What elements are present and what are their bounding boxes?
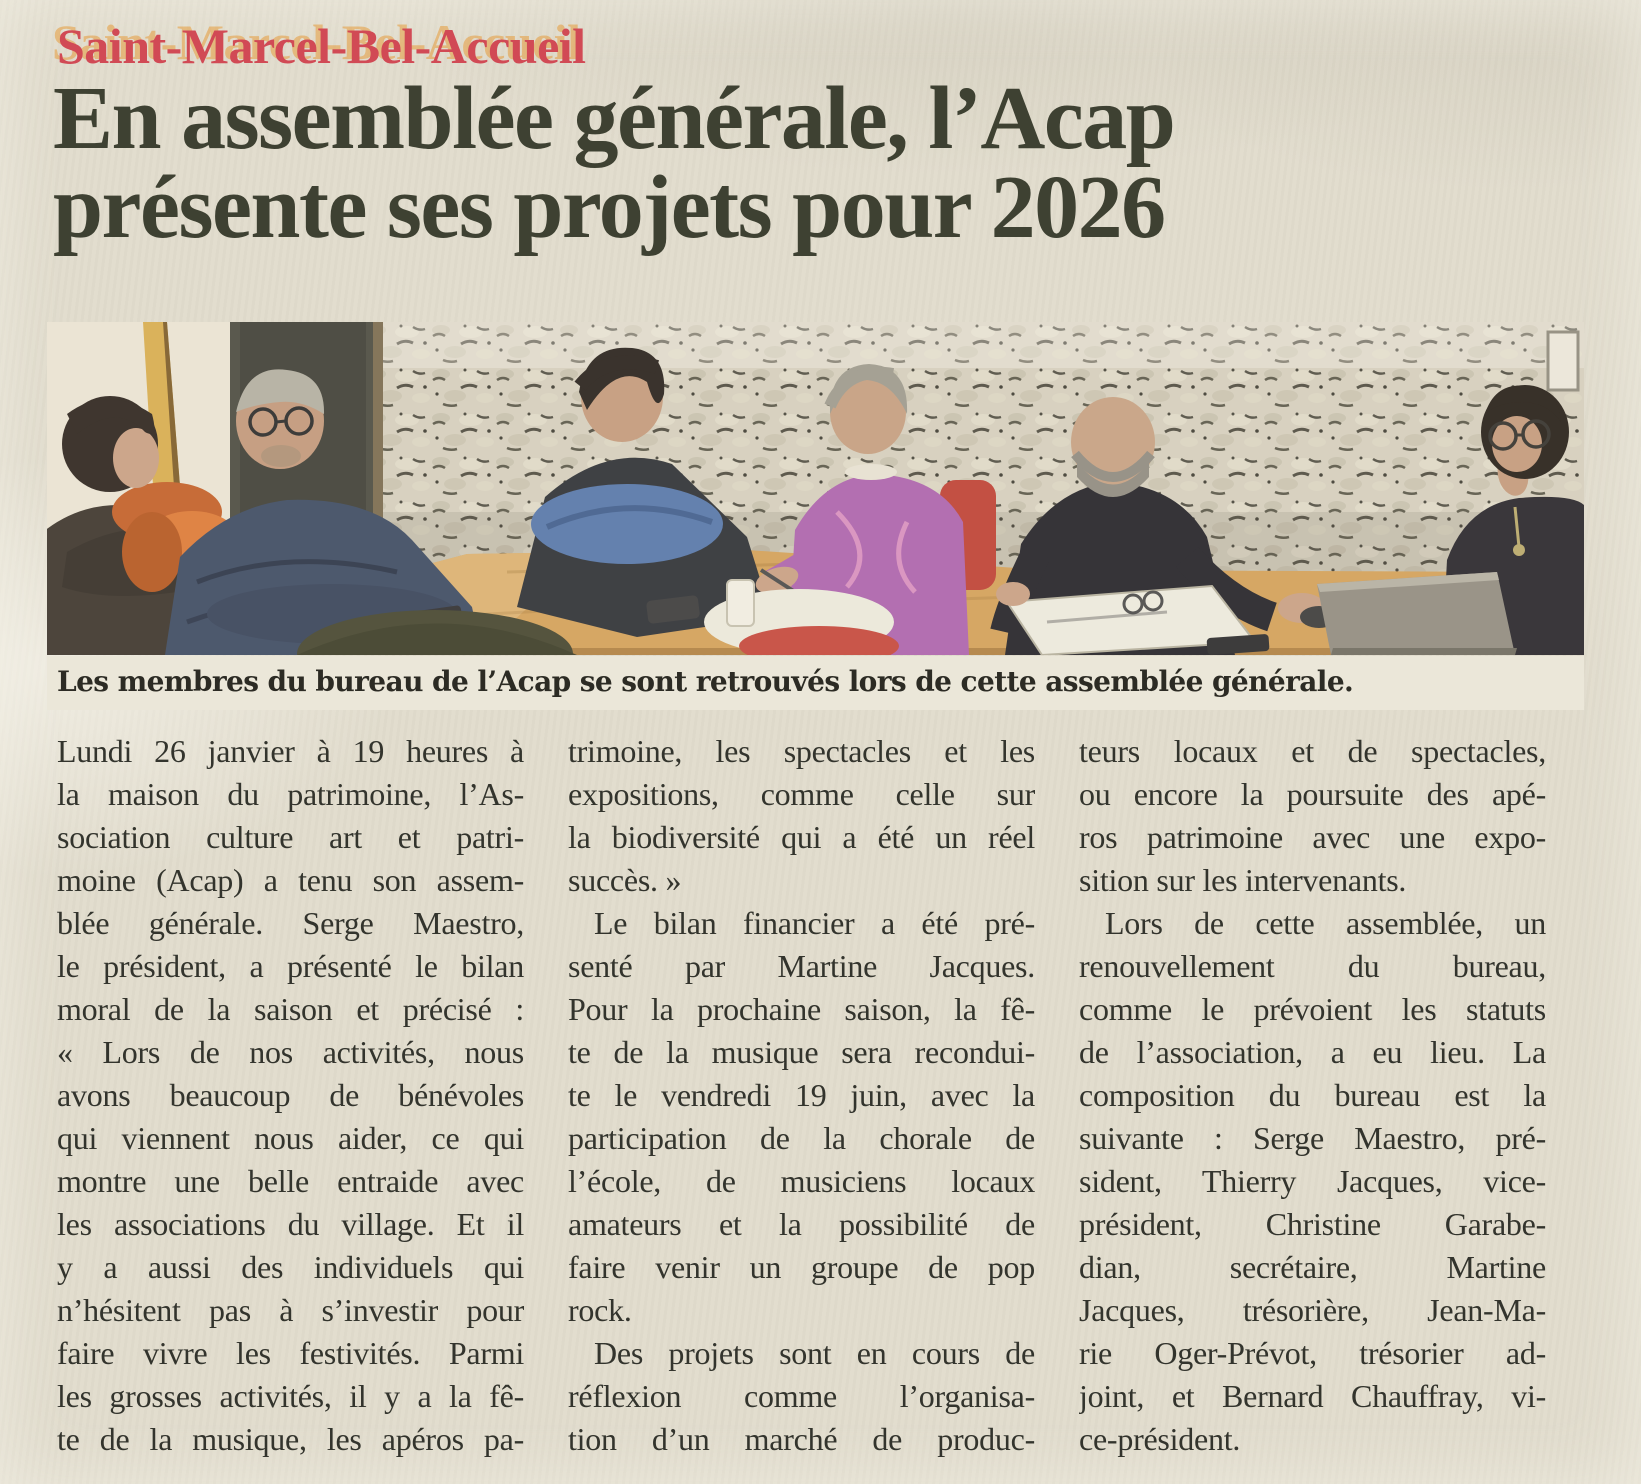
body-text-line: comme le prévoient les statuts <box>1079 991 1546 1027</box>
body-text-line: te de la musique, les apéros pa- <box>57 1421 524 1457</box>
body-text-line: les grosses activités, il y a la fê- <box>57 1378 524 1414</box>
body-text-line: montre une belle entraide avec <box>57 1163 524 1199</box>
body-text-line: blée générale. Serge Maestro, <box>57 905 524 941</box>
body-text-line: n’hésitent pas à s’investir pour <box>57 1292 524 1328</box>
body-text-line: te le vendredi 19 juin, avec la <box>568 1077 1035 1113</box>
body-text-line: qui viennent nous aider, ce qui <box>57 1120 524 1156</box>
body-text-line: faire vivre les festivités. Parmi <box>57 1335 524 1371</box>
body-text-line: sident, Thierry Jacques, vice- <box>1079 1163 1546 1199</box>
body-text-line: te de la musique sera recondui- <box>568 1034 1035 1070</box>
body-text-line: les associations du village. Et il <box>57 1206 524 1242</box>
body-text-line: avons beaucoup de bénévoles <box>57 1077 524 1113</box>
body-text-line: joint, et Bernard Chauffray, vi- <box>1079 1378 1546 1414</box>
body-text-line: suivante : Serge Maestro, pré- <box>1079 1120 1546 1156</box>
body-text-line: teurs locaux et de spectacles, <box>1079 733 1546 769</box>
body-text-line: y a aussi des individuels qui <box>57 1249 524 1285</box>
body-text-line: de l’association, a eu lieu. La <box>1079 1034 1546 1070</box>
body-text-line: ce-président. <box>1079 1421 1241 1457</box>
article-body <box>57 733 1547 1464</box>
body-text-line: faire venir un groupe de pop <box>568 1249 1035 1285</box>
body-text-line: Le bilan financier a été pré- <box>594 905 1035 941</box>
photo-caption-strip <box>47 656 1584 710</box>
body-text-line: ou encore la poursuite des apé- <box>1079 776 1546 812</box>
body-text-line: rie Oger-Prévot, trésorier ad- <box>1079 1335 1546 1371</box>
headline-line-2: présente ses projets pour 2026 <box>53 158 1165 257</box>
body-text-line: sociation culture art et patri- <box>57 819 524 855</box>
body-text-line: l’école, de musiciens locaux <box>568 1163 1035 1199</box>
body-text-line: composition du bureau est la <box>1079 1077 1546 1113</box>
body-text-line: la biodiversité qui a été un réel <box>568 819 1035 855</box>
headline-line-1: En assemblée générale, l’Acap <box>53 69 1175 168</box>
article-photo <box>47 322 1584 655</box>
body-text-line: expositions, comme celle sur <box>568 776 1035 812</box>
body-text-line: ros patrimoine avec une expo- <box>1079 819 1546 855</box>
body-text-line: rock. <box>568 1292 632 1328</box>
body-text-line: Jacques, trésorière, Jean-Ma- <box>1079 1292 1546 1328</box>
body-text-line: senté par Martine Jacques. <box>568 948 1035 984</box>
body-text-line: réflexion comme l’organisa- <box>568 1378 1035 1414</box>
body-text-line: le président, a présenté le bilan <box>57 948 524 984</box>
body-text-line: Lundi 26 janvier à 19 heures à <box>57 733 524 769</box>
body-text-line: amateurs et la possibilité de <box>568 1206 1035 1242</box>
body-text-line: président, Christine Garabe- <box>1079 1206 1546 1242</box>
body-text-line: succès. » <box>568 862 682 898</box>
body-text-line: sition sur les intervenants. <box>1079 862 1407 898</box>
article-headline <box>53 69 1613 257</box>
article-column-2 <box>568 733 1035 1464</box>
section-kicker: Saint-Marcel-Bel-Accueil <box>57 18 586 74</box>
body-text-line: Des projets sont en cours de <box>594 1335 1035 1371</box>
body-text-line: dian, secrétaire, Martine <box>1079 1249 1546 1285</box>
body-text-line: renouvellement du bureau, <box>1079 948 1546 984</box>
body-text-line: Pour la prochaine saison, la fê- <box>568 991 1035 1027</box>
body-text-line: trimoine, les spectacles et les <box>568 733 1035 769</box>
photo-caption: Les membres du bureau de l’Acap se sont retrouvés lors de cette assemblée générale. <box>57 665 1354 698</box>
body-text-line: moral de la saison et précisé : <box>57 991 524 1027</box>
article-column-1 <box>57 733 524 1464</box>
body-text-line: Lors de cette assemblée, un <box>1105 905 1546 941</box>
article-column-3 <box>1079 733 1546 1464</box>
body-text-line: tion d’un marché de produc- <box>568 1421 1035 1457</box>
body-text-line: « Lors de nos activités, nous <box>57 1034 524 1070</box>
photo-tone-overlay <box>47 322 1584 655</box>
body-text-line: moine (Acap) a tenu son assem- <box>57 862 524 898</box>
body-text-line: participation de la chorale de <box>568 1120 1035 1156</box>
body-text-line: la maison du patrimoine, l’As- <box>57 776 524 812</box>
